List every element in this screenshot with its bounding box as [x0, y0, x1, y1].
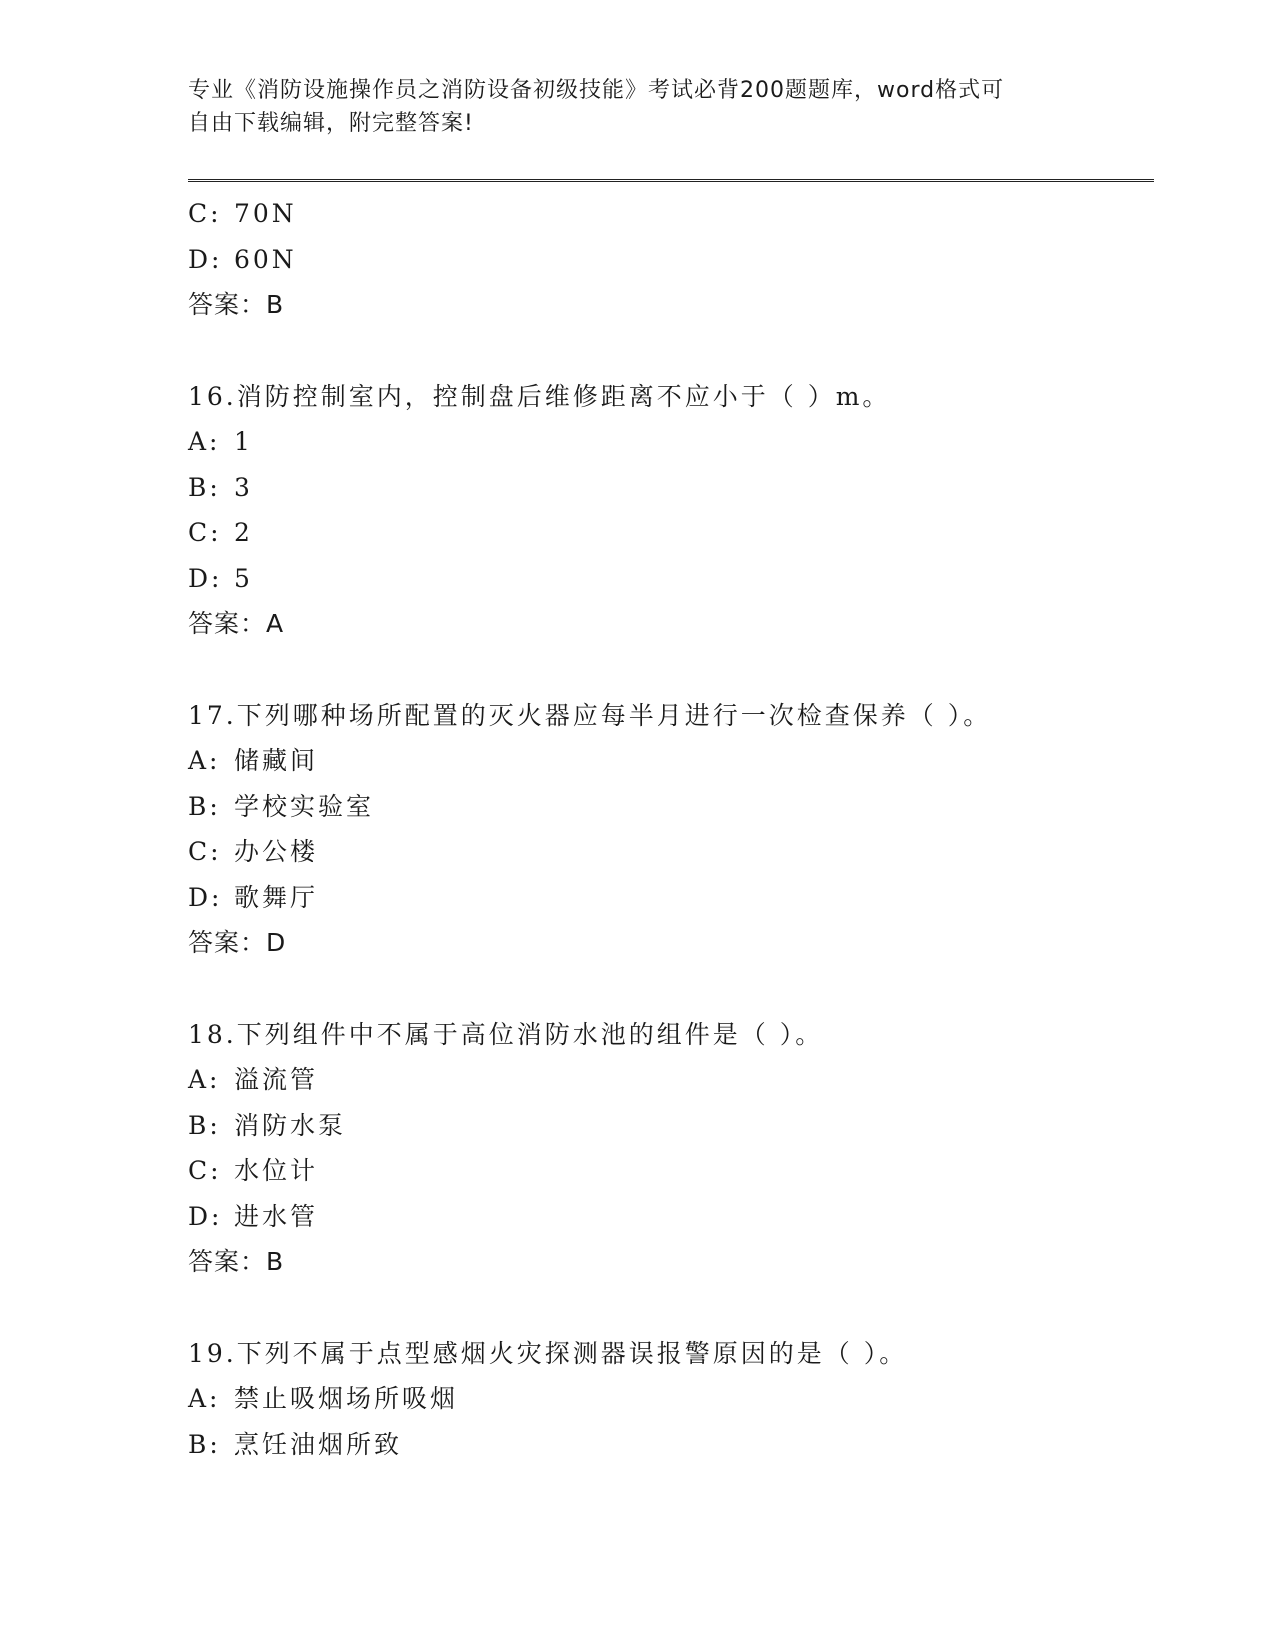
option-text: 70N — [234, 199, 297, 228]
option-letter: A: — [188, 1065, 221, 1094]
option-letter: A: — [188, 1384, 221, 1413]
answer-line: 答案：A — [188, 609, 285, 638]
option-letter: C: — [188, 199, 222, 228]
option-text: 进水管 — [234, 1201, 319, 1231]
option-text: 溢流管 — [234, 1065, 319, 1094]
option-letter: D: — [188, 563, 223, 593]
option-letter: B: — [188, 791, 221, 821]
option-letter: D: — [188, 244, 223, 274]
answer-line: 答案：D — [188, 928, 287, 957]
option-letter: C: — [188, 518, 222, 547]
option-d — [188, 1194, 1154, 1240]
option-text: 办公楼 — [234, 837, 319, 866]
option-d — [188, 556, 1154, 602]
option-letter: C: — [188, 837, 222, 866]
question-stem: 16.消防控制室内，控制盘后维修距离不应小于（ ）m。 — [188, 381, 891, 411]
option-letter: D: — [188, 882, 223, 912]
option-text: 1 — [234, 427, 253, 456]
option-letter: D: — [188, 1201, 223, 1231]
header-divider — [188, 179, 1154, 182]
question-stem: 18.下列组件中不属于高位消防水池的组件是（ ）。 — [188, 1019, 824, 1049]
option-text: 5 — [234, 563, 253, 593]
option-letter: B: — [188, 1429, 221, 1459]
document-header — [188, 74, 1088, 140]
answer-line: 答案：B — [188, 1247, 285, 1276]
option-c — [188, 829, 1154, 875]
option-a — [188, 1376, 1154, 1422]
option-b — [188, 465, 1154, 511]
option-a — [188, 738, 1154, 784]
option-letter: C: — [188, 1156, 222, 1185]
option-b — [188, 1422, 1154, 1468]
question-stem: 19.下列不属于点型感烟火灾探测器误报警原因的是（ ）。 — [188, 1338, 908, 1368]
option-text: 3 — [234, 472, 253, 502]
question-list — [188, 191, 1154, 1467]
option-c — [188, 1148, 1154, 1194]
option-b — [188, 784, 1154, 830]
option-text: 禁止吸烟场所吸烟 — [234, 1384, 459, 1413]
header-line-2: 自由下载编辑，附完整答案! — [188, 111, 474, 136]
option-text: 2 — [234, 518, 253, 547]
spacer — [188, 1285, 1154, 1331]
option-d — [188, 875, 1154, 921]
spacer — [188, 647, 1154, 693]
option-letter: A: — [188, 427, 221, 456]
header-line-1: 专业《消防设施操作员之消防设备初级技能》考试必背200题题库，word格式可 — [188, 78, 1005, 103]
spacer — [188, 328, 1154, 374]
option-text: 60N — [234, 244, 297, 274]
option-letter: B: — [188, 1110, 221, 1140]
option-text: 歌舞厅 — [234, 882, 319, 912]
option-text: 消防水泵 — [234, 1110, 347, 1140]
option-text: 烹饪油烟所致 — [234, 1429, 403, 1459]
option-c — [188, 191, 1154, 237]
option-letter: B: — [188, 472, 221, 502]
option-text: 水位计 — [234, 1156, 319, 1185]
option-d — [188, 237, 1154, 283]
option-c — [188, 510, 1154, 556]
question-stem: 17.下列哪种场所配置的灭火器应每半月进行一次检查保养（ ）。 — [188, 700, 992, 730]
option-a — [188, 419, 1154, 465]
option-letter: A: — [188, 746, 221, 775]
option-text: 学校实验室 — [234, 791, 375, 821]
spacer — [188, 966, 1154, 1012]
answer-line: 答案：B — [188, 290, 285, 319]
option-text: 储藏间 — [234, 746, 319, 775]
option-a — [188, 1057, 1154, 1103]
option-b — [188, 1103, 1154, 1149]
